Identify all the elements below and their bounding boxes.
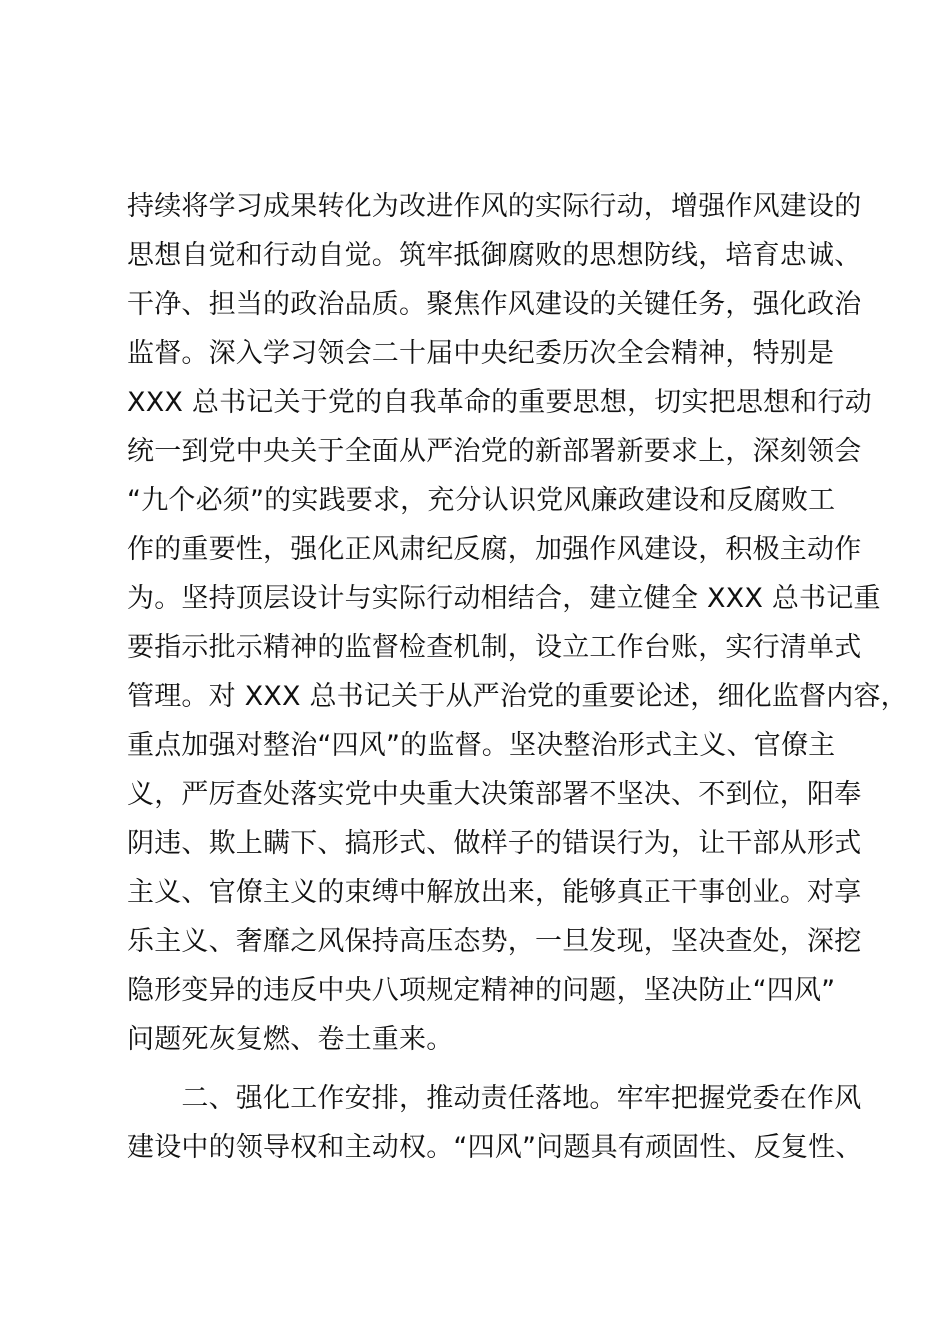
paragraph-1-line-6: 统一到党中央关于全面从严治党的新部署新要求上，深刻领会 <box>127 436 862 467</box>
paragraph-2-line-1: 二、强化工作安排，推动责任落地。牢牢把握党委在作风 <box>127 1083 862 1114</box>
paragraph-1-line-13: 义，严厉查处落实党中央重大决策部署不坚决、不到位，阳奉 <box>127 779 862 810</box>
paragraph-1-line-18: 问题死灰复燃、卷土重来。 <box>127 1024 454 1055</box>
text-body <box>127 182 908 1172</box>
paragraph-1-line-10: 要指示批示精神的监督检查机制，设立工作台账，实行清单式 <box>127 632 862 663</box>
paragraph-1-line-1: 持续将学习成果转化为改进作风的实际行动，增强作风建设的 <box>127 191 862 222</box>
paragraph-1-line-4: 监督。深入学习领会二十届中央纪委历次全会精神，特别是 <box>127 338 835 369</box>
paragraph-1-line-15: 主义、官僚主义的束缚中解放出来，能够真正干事创业。对享 <box>127 877 862 908</box>
paragraph-1-line-16: 乐主义、奢靡之风保持高压态势，一旦发现，坚决查处，深挖 <box>127 926 862 957</box>
paragraph-1-line-9: 为。坚持顶层设计与实际行动相结合，建立健全 XXX 总书记重 <box>127 583 881 614</box>
paragraph-1-line-17: 隐形变异的违反中央八项规定精神的问题，坚决防止“四风” <box>127 975 836 1006</box>
paragraph-1-line-7: “九个必须”的实践要求，充分认识党风廉政建设和反腐败工 <box>127 485 836 516</box>
paragraph-1-line-14: 阴违、欺上瞒下、搞形式、做样子的错误行为，让干部从形式 <box>127 828 862 859</box>
paragraph-1-line-5: XXX 总书记关于党的自我革命的重要思想，切实把思想和行动 <box>127 387 872 418</box>
paragraph-2-line-2: 建设中的领导权和主动权。“四风”问题具有顽固性、反复性、 <box>127 1132 863 1163</box>
paragraph-1-line-11: 管理。对 XXX 总书记关于从严治党的重要论述，细化监督内容， <box>127 681 908 712</box>
paragraph-1-line-2: 思想自觉和行动自觉。筑牢抵御腐败的思想防线，培育忠诚、 <box>127 240 862 271</box>
paragraph-1-line-3: 干净、担当的政治品质。聚焦作风建设的关键任务，强化政治 <box>127 289 862 320</box>
paragraph-1-line-12: 重点加强对整治“四风”的监督。坚决整治形式主义、官僚主 <box>127 730 836 761</box>
paragraph-1-line-8: 作的重要性，强化正风肃纪反腐，加强作风建设，积极主动作 <box>127 534 862 565</box>
